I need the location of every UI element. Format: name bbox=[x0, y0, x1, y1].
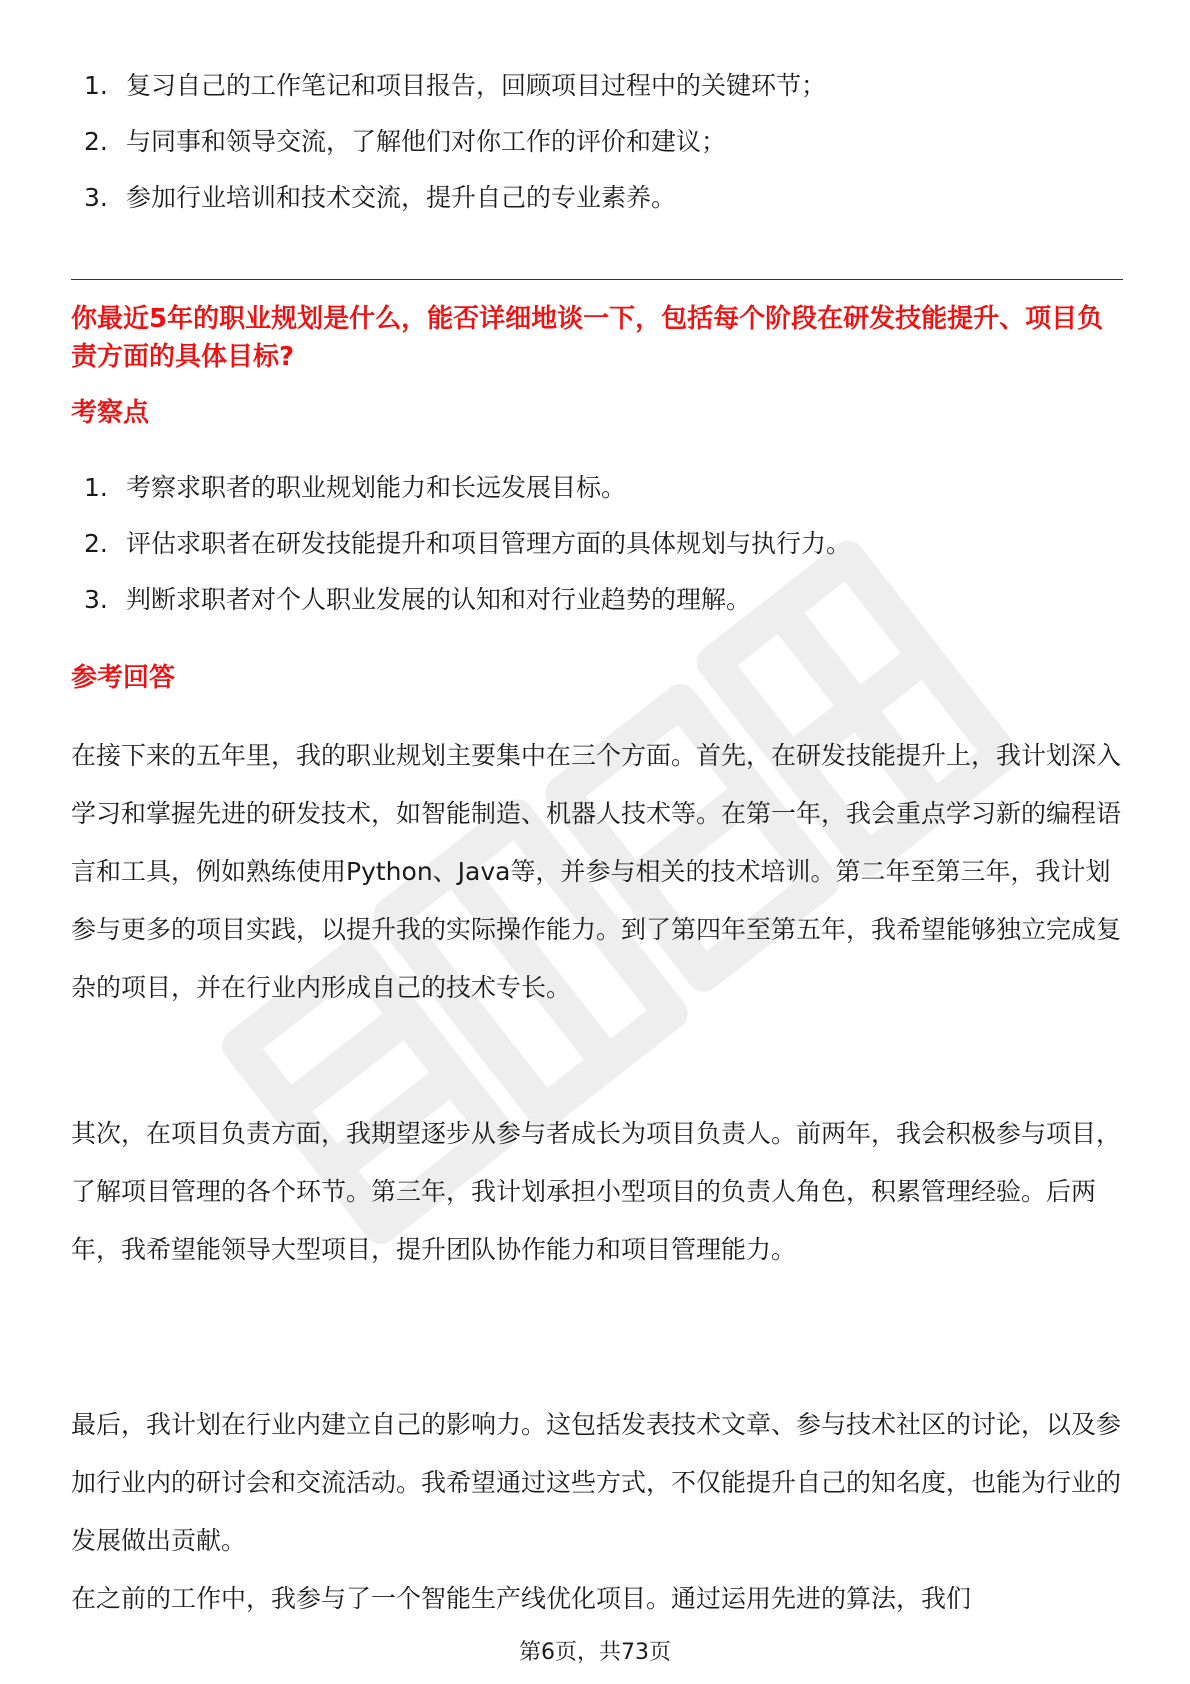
list-text: 评估求职者在研发技能提升和项目管理方面的具体规划与执行力。 bbox=[126, 529, 852, 558]
answer-paragraph: 其次，在项目负责方面，我期望逐步从参与者成长为项目负责人。前两年，我会积极参与项目，了解项目管理的各个环节。第三年，我计划承担小型项目的负责人角色，积累管理经验。后两年，我希望能领导大型项目，提升团队协作能力和项目管理能力。 bbox=[71, 1119, 1122, 1264]
list-text: 判断求职者对个人职业发展的认知和对行业趋势的理解。 bbox=[126, 585, 752, 614]
list-number: 2. bbox=[84, 127, 108, 156]
list-item bbox=[84, 170, 826, 226]
list-number: 1. bbox=[84, 71, 108, 100]
list-text: 与同事和领导交流，了解他们对你工作的评价和建议； bbox=[126, 127, 727, 156]
answer-paragraph: 最后，我计划在行业内建立自己的影响力。这包括发表技术文章、参与技术社区的讨论，以及参加行业内的研讨会和交流活动。我希望通过这些方式，不仅能提升自己的知名度，也能为行业的发展做出贡献。 bbox=[71, 1410, 1122, 1555]
list-item bbox=[84, 114, 826, 170]
answer-paragraph: 在接下来的五年里，我的职业规划主要集中在三个方面。首先，在研发技能提升上，我计划深入学习和掌握先进的研发技术，如智能制造、机器人技术等。在第一年，我会重点学习新的编程语言和工具，例如熟练使用Python、Java等，并参与相关的技术培训。第二年至第三年，我计划参与更多的项目实践，以提升我的实际操作能力。到了第四年至第五年，我希望能够独立完成复杂的项目，并在行业内形成自己的技术专长。 bbox=[71, 741, 1122, 1002]
list-number: 1. bbox=[84, 473, 108, 502]
list-text: 复习自己的工作笔记和项目报告，回顾项目过程中的关键环节； bbox=[126, 71, 827, 100]
list-text: 参加行业培训和技术交流，提升自己的专业素养。 bbox=[126, 183, 677, 212]
kaochadian-list bbox=[84, 460, 851, 628]
list-item bbox=[84, 58, 826, 114]
answer-heading: 参考回答 bbox=[71, 663, 176, 693]
list-text: 考察求职者的职业规划能力和长远发展目标。 bbox=[126, 473, 627, 502]
list-number: 2. bbox=[84, 529, 108, 558]
list-item bbox=[84, 516, 851, 572]
section-divider bbox=[71, 279, 1123, 280]
kaochadian-heading: 考察点 bbox=[71, 398, 150, 428]
list-item bbox=[84, 460, 851, 516]
top-numbered-list bbox=[84, 58, 826, 226]
list-number: 3. bbox=[84, 183, 108, 212]
list-item bbox=[84, 572, 851, 628]
interview-question: 你最近5年的职业规划是什么，能否详细地谈一下，包括每个阶段在研发技能提升、项目负责方面的具体目标? bbox=[71, 304, 1104, 372]
list-number: 3. bbox=[84, 585, 108, 614]
page-footer: 第6页，共73页 bbox=[519, 1640, 671, 1665]
answer-paragraph: 在之前的工作中，我参与了一个智能生产线优化项目。通过运用先进的算法，我们 bbox=[71, 1584, 972, 1613]
